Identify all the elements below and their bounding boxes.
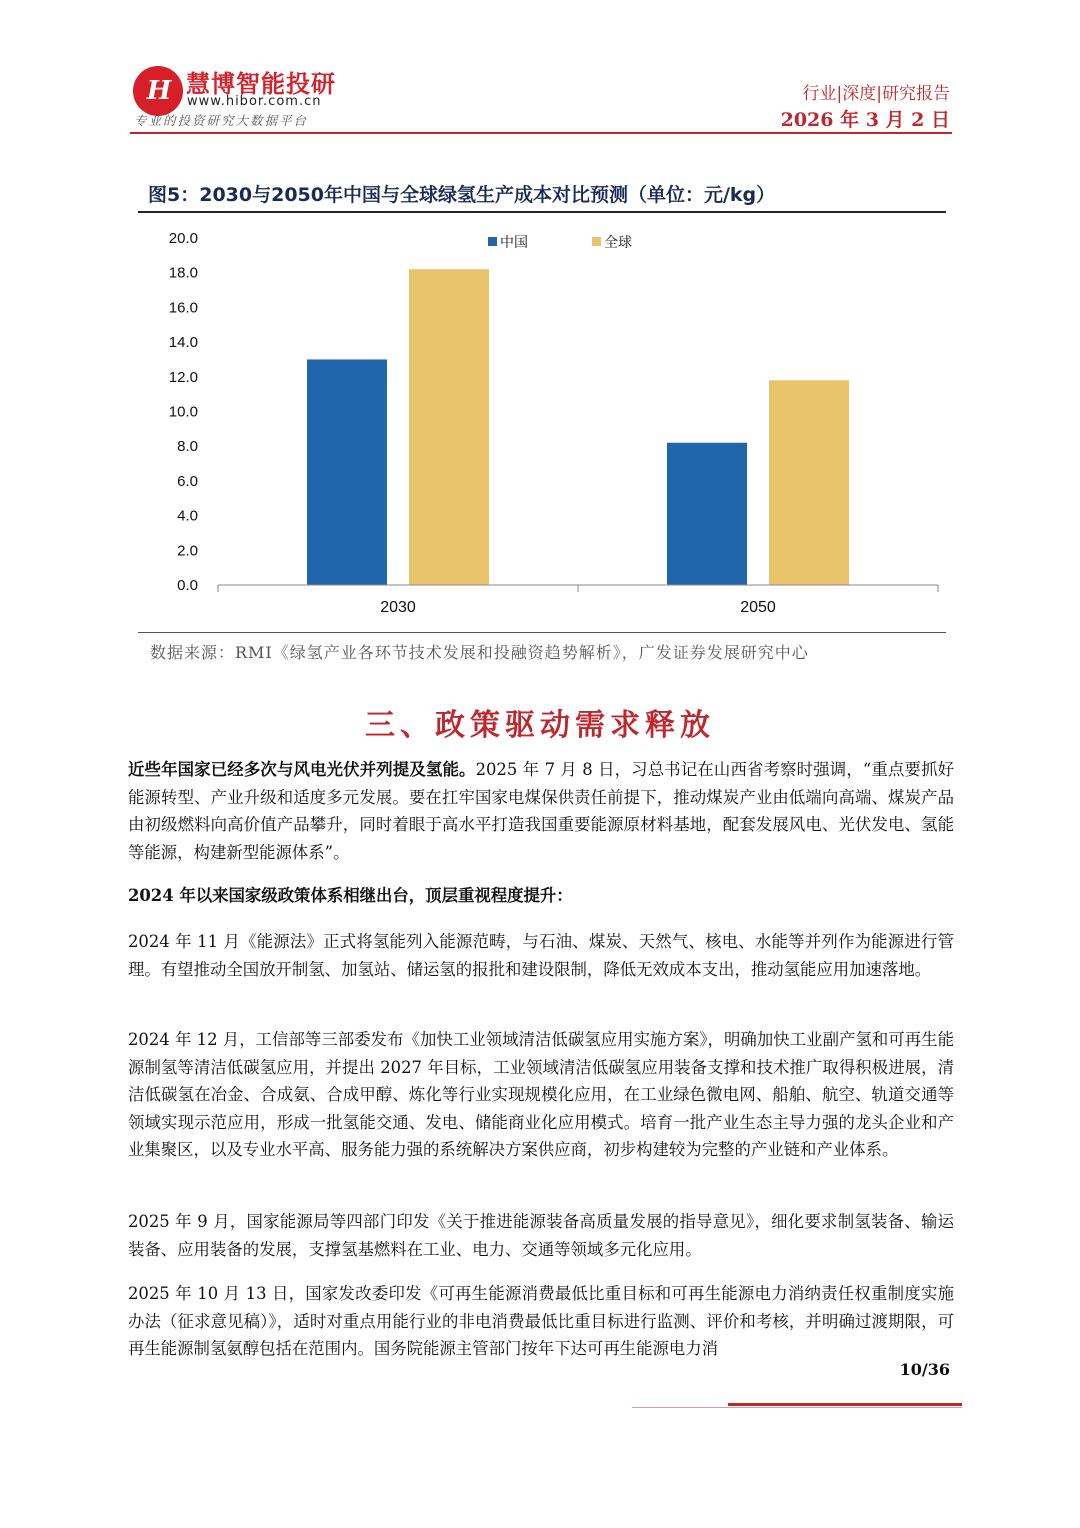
paragraph-3: 2024 年 11 月《能源法》正式将氢能列入能源范畴，与石油、煤炭、天然气、核电、水能等并列作为能源进行管理。有望推动全国放开制氢、加氢站、储运氢的报批和建设限制，降低无效成本支出，推动氢能应用加速落地。 xyxy=(128,932,954,979)
paragraph-1-body: 2025 年 7 月 8 日，习总书记在山西省考察时强调，“重点要抓好能源转型、产业升级和适度多元发展。要在扛牢国家电煤保供责任前提下，推动煤炭产业由低端向高端、煤炭产品由初级燃料向高价值产品攀升，同时着眼于高水平打造我国重要能源原材料基地，配套发展风电、光伏发电、氢能等能源，构建新型能源体系”。 xyxy=(128,760,955,862)
header-divider xyxy=(130,132,952,134)
paragraph-1 xyxy=(128,756,954,866)
figure-source: 数据来源：RMI《绿氢产业各环节技术发展和投融资趋势解析》，广发证券发展研究中心 xyxy=(150,643,809,662)
figure-top-rule xyxy=(138,211,946,213)
bar-2030-1 xyxy=(409,269,489,585)
paragraph-1-lead: 近些年国家已经多次与风电光伏并列提及氢能。 xyxy=(128,760,476,779)
y-tick-label: 18.0 xyxy=(168,264,198,282)
legend-swatch xyxy=(592,237,601,246)
y-tick-label: 10.0 xyxy=(168,403,198,421)
figure-bottom-rule xyxy=(138,632,946,633)
figure-title: 图5：2030与2050年中国与全球绿氢生产成本对比预测（单位：元/kg） xyxy=(148,184,776,206)
y-tick-label: 6.0 xyxy=(177,472,198,490)
footer-rule-thick xyxy=(728,1403,962,1406)
report-type: 行业|深度|研究报告 xyxy=(802,84,950,104)
y-tick-label: 20.0 xyxy=(168,230,198,247)
y-tick-label: 14.0 xyxy=(168,334,198,352)
page-number: 10/36 xyxy=(899,1360,950,1379)
y-tick-label: 12.0 xyxy=(168,368,198,386)
x-tick-label: 2050 xyxy=(740,599,776,616)
y-tick-label: 8.0 xyxy=(177,438,198,456)
bar-2030-0 xyxy=(307,359,387,585)
y-tick-label: 4.0 xyxy=(177,507,198,525)
report-date: 2026 年 3 月 2 日 xyxy=(780,109,950,131)
y-tick-label: 2.0 xyxy=(177,542,198,560)
brand-name: 慧博智能投研 xyxy=(186,70,336,98)
paragraph-5: 2025 年 9 月，国家能源局等四部门印发《关于推进能源装备高质量发展的指导意见》，细化要求制氢装备、输运装备、应用装备的发展，支撑氢基燃料在工业、电力、交通等领域多元化应用。 xyxy=(128,1212,954,1259)
x-tick-label: 2030 xyxy=(380,599,416,616)
bar-2050-1 xyxy=(769,380,849,585)
y-tick-label: 16.0 xyxy=(168,299,198,317)
legend-label: 全球 xyxy=(604,235,632,251)
legend-swatch xyxy=(488,237,497,246)
footer-rule-thin xyxy=(632,1407,962,1408)
legend-label: 中国 xyxy=(500,235,528,251)
bar-2050-0 xyxy=(667,443,747,585)
bar-chart xyxy=(140,222,946,622)
paragraph-6: 2025 年 10 月 13 日，国家发改委印发《可再生能源消费最低比重目标和可再生能源电力消纳责任权重制度实施办法（征求意见稿）》，适时对重点用能行业的非电消费最低比重目标进行监测、评价和考核，并明确过渡期限，可再生能源制氢氨醇包括在范围内。国务院能源主管部门按年下达可再生能源电力消 xyxy=(128,1284,954,1358)
paragraph-2-heading xyxy=(128,882,954,910)
brand-slogan: 专业的投资研究大数据平台 xyxy=(134,113,309,128)
brand-url[interactable]: www.hibor.com.cn xyxy=(187,94,322,109)
policy-heading: 2024 年以来国家级政策体系相继出台，顶层重视程度提升： xyxy=(128,886,573,905)
section-title: 三、政策驱动需求释放 xyxy=(365,708,715,743)
paragraph-4: 2024 年 12 月，工信部等三部委发布《加快工业领域清洁低碳氢应用实施方案》，明确加快工业副产氢和可再生能源制氢等清洁低碳氢应用，并提出 2027 年目标，工业领域清洁低碳氢应用装备支撑和技术推广取得积极进展，清洁低碳氢在冶金、合成氨、合成甲醇、炼化等行业实现规模化应用，在工业绿色微电网、船舶、航空、轨道交通等领域实现示范应用，形成一批氢能交通、发电、储能商业化应用模式。培育一批产业生态主导力强的龙头企业和产业集聚区，以及专业水平高、服务能力强的系统解决方案供应商，初步构建较为完整的产业链和产业体系。 xyxy=(128,1030,954,1159)
y-tick-label: 0.0 xyxy=(177,577,198,594)
brand-logo-icon: H xyxy=(133,66,183,116)
